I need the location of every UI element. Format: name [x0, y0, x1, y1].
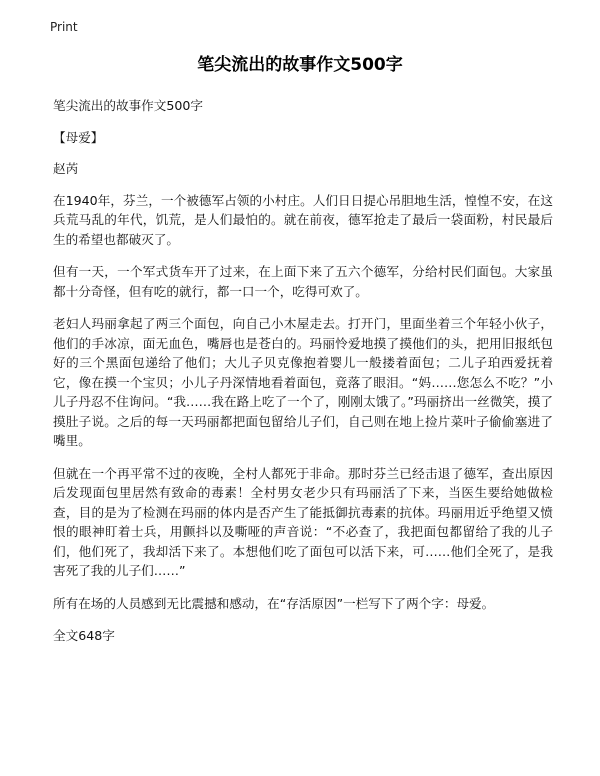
paragraph-4: 但就在一个再平常不过的夜晚，全村人都死于非命。那时芬兰已经击退了德军，查出原因后发现面包里居然有致命的毒素！全村男女老少只有玛丽活了下来，当医生要给她做检查，目的是为了检测在玛丽的体内是否产生了能抵御抗毒素的抗体。玛丽用近乎绝望又愤恨的眼神盯着士兵，用颤抖以及嘶哑的声音说：“不必查了，我把面包都留给了我的儿子们，他们死了，我却活下来了。本想他们吃了面包可以活下来，可……他们全死了，是我害死了我的儿子们……”: [53, 465, 553, 578]
print-link[interactable]: Print: [50, 20, 78, 34]
paragraph-3: 老妇人玛丽拿起了两三个面包，向自己小木屋走去。打开门，里面坐着三个年轻小伙子，他们的手冰凉，面无血色，嘴唇也是苍白的。玛丽怜爱地摸了摸他们的头，把用旧报纸包好的三个黑面包递给了他们；大儿子贝克像抱着婴儿一般搂着面包；二儿子珀西爱抚着它，像在摸一个宝贝；小儿子丹深情地看着面包，竟落了眼泪。“妈……您怎么不吃？”小儿子丹忍不住询问。“我……我在路上吃了一个了，刚刚太饿了。”玛丽挤出一丝微笑，摸了摸肚子说。之后的每一天玛丽都把面包留给儿子们，自己则在地上捡片菜叶子偷偷塞进了嘴里。: [53, 316, 553, 448]
section-heading: 【母爱】: [53, 129, 104, 145]
paragraph-5: 所有在场的人员感到无比震撼和感动，在“存活原因”一栏写下了两个字：母爱。: [53, 595, 495, 611]
paragraph-1: 在1940年，芬兰，一个被德军占领的小村庄。人们日日提心吊胆地生活，惶惶不安，在这兵荒马乱的年代，饥荒，是人们最怕的。就在前夜，德军抢走了最后一袋面粉，村民最后生的希望也都破灭了。: [53, 192, 553, 247]
paragraph-2: 但有一天，一个军式货车开了过来，在上面下来了五六个德军，分给村民们面包。大家虽都十分奇怪，但有吃的就行，都一口一个，吃得可欢了。: [53, 264, 553, 299]
document-title: 笔尖流出的故事作文500字: [197, 55, 403, 75]
document-content: [53, 96, 553, 646]
author-name: 赵芮: [53, 161, 79, 176]
word-count: 全文648字: [53, 628, 115, 643]
document-subtitle: 笔尖流出的故事作文500字: [53, 98, 203, 113]
